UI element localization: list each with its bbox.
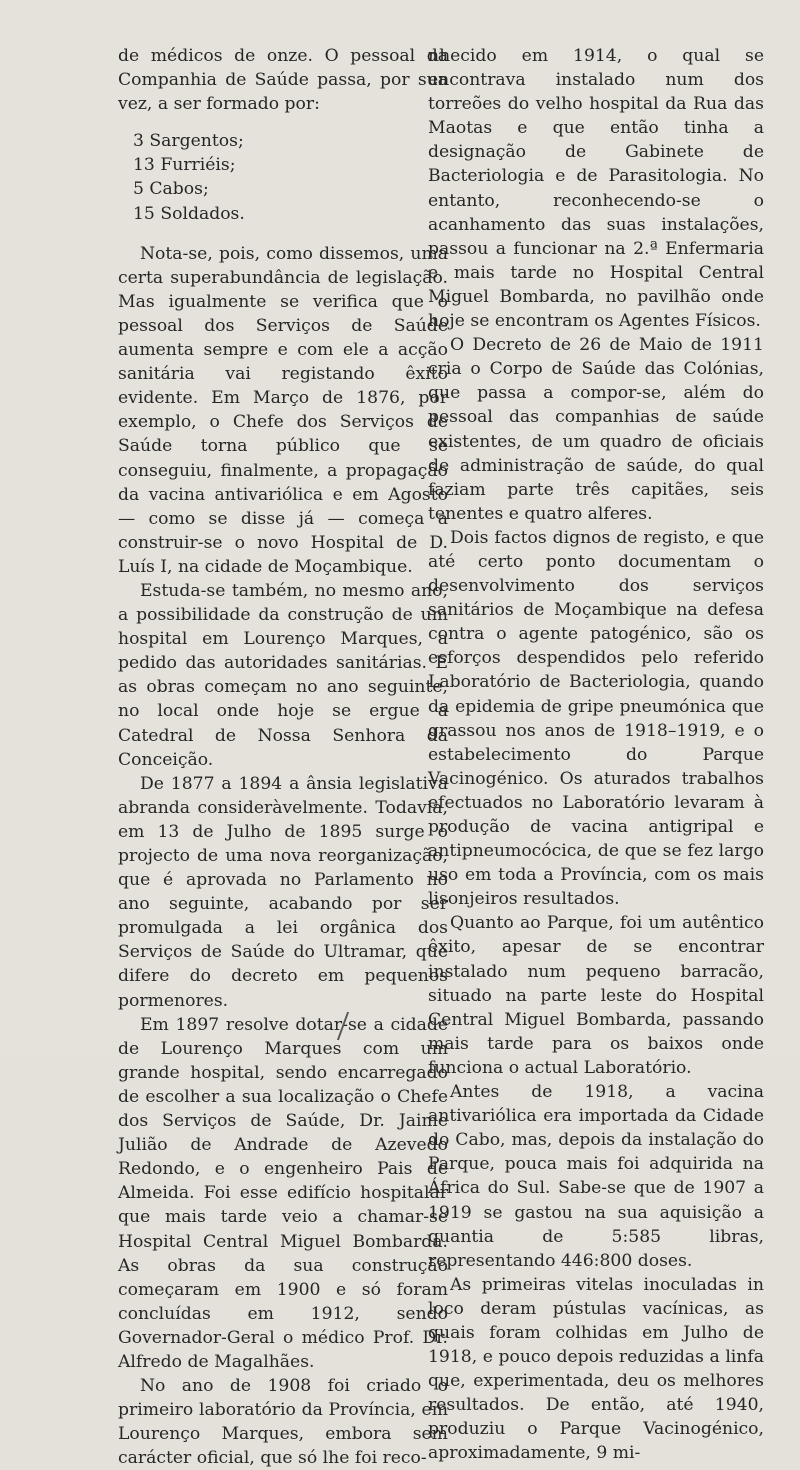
paragraph: Nota-se, pois, como dissemos, uma certa superabundância de legislação. Mas igualmente se verifica que o pessoal dos Serviços de Saúde aumenta sempre e com ele a acção sanitária vai registando êxito evidente. Em Março de 1876, por exemplo, o Chefe dos Serviços de Saúde torna público que se conseguiu, finalmente, a propagação da vacina antivariólica e em Agosto — como se disse já — começa a construir-se o novo Hospital de D. Luís I, na cidade de Moçambique.: [118, 243, 448, 577]
list-item: 5 Cabos;: [133, 179, 209, 200]
list-item: 13 Furriéis;: [133, 155, 236, 176]
paragraph: O Decreto de 26 de Maio de 1911 cria o Corpo de Saúde das Colónias, que passa a compor-se, além do pessoal das companhias de saúde existentes, de um quadro de oficiais de administração de saúde, do qual faziam parte três capitães, seis tenentes e quatro alferes.: [428, 335, 764, 524]
list-item: 3 Sargentos;: [133, 131, 244, 152]
intro-paragraph: de médicos de onze. O pessoal da Companhia de Saúde passa, por sua vez, a ser formado por:: [118, 46, 448, 115]
paragraph: Quanto ao Parque, foi um autêntico êxito, apesar de se encontrar instalado num pequeno barracão, situado na parte leste do Hospital Central Miguel Bombarda, passando mais tarde para os baixos onde funciona o actual Laboratório.: [428, 913, 764, 1078]
paragraph: No ano de 1908 foi criado o primeiro laboratório da Província, em Lourenço Marques, embora sem carácter oficial, que só lhe foi reco-: [118, 1376, 448, 1469]
paragraph: Estuda-se também, no mesmo ano, a possibilidade da construção de um hospital em Lourenço Marques, a pedido das autoridades sanitárias. E as obras começam no ano seguinte, no local onde hoje se ergue a Catedral de Nossa Senhora da Conceição.: [118, 580, 448, 770]
paragraph: Antes de 1918, a vacina antivariólica era importada da Cidade do Cabo, mas, depois da instalação do Parque, pouca mais foi adquirida na África do Sul. Sabe-se que de 1907 a 1919 se gastou na sua aquisição a quantia de 5:585 libras, representando 446:800 doses.: [428, 1082, 764, 1271]
right-column: [428, 44, 764, 1466]
paragraph: As primeiras vitelas inoculadas in loco deram pústulas vacínicas, as quais foram colhidas em Julho de 1918, e pouco depois reduzidas a linfa que, experimentada, deu os melhores resultados. De então, até 1940, produziu o Parque Vacinogénico, aproximadamente, 9 mi-: [428, 1274, 764, 1464]
list-item: 15 Soldados.: [133, 203, 245, 224]
staff-list: [133, 129, 448, 225]
continued-paragraph: nhecido em 1914, o qual se encontrava instalado num dos torreões do velho hospital da Rua das Maotas e que então tinha a designação de Gabinete de Bacteriologia e de Parasitologia. No entanto, reconhecendo-se o acanhamento das suas instalações, passou a funcionar na 2.ª Enfermaria e mais tarde no Hospital Central Miguel Bombarda, no pavilhão onde hoje se encontram os Agentes Físicos.: [428, 46, 764, 332]
left-column: [118, 44, 448, 1470]
paragraph: Dois factos dignos de registo, e que até certo ponto documentam o desenvolvimento dos serviços sanitários de Moçambique na defesa contra o agente patogénico, são os esforços despendidos pelo referido Laboratório de Bacteriologia, quando da epidemia de gripe pneumónica que grassou nos anos de 1918–1919, e o estabelecimento do Parque Vacinogénico. Os aturados trabalhos efectuados no Laboratório levaram à produção de vacina antigripal e antipneumocócica, de que se fez largo uso em toda a Província, com os mais lisonjeiros resultados.: [428, 527, 764, 910]
paragraph: Em 1897 resolve dotar-se a cidade de Lourenço Marques com um grande hospital, sendo encarregado de escolher a sua localização o Chefe dos Serviços de Saúde, Dr. Jaime Julião de Andrade de Azevedo Redondo, e o engenheiro Pais de Almeida. Foi esse edifício hospitalar que mais tarde veio a chamar-se Hospital Central Miguel Bombarda. As obras da sua construção começaram em 1900 e só foram concluídas em 1912, sendo Governador-Geral o médico Prof. Dr. Alfredo de Magalhães.: [118, 1014, 448, 1372]
paragraph: De 1877 a 1894 a ânsia legislativa abranda consideràvelmente. Todavia, em 13 de Julho de 1895 surge o projecto de uma nova reorganização, que é aprovada no Parlamento no ano seguinte, acabando por ser promulgada a lei orgânica dos Serviços de Saúde do Ultramar, que difere do decreto em pequenos pormenores.: [118, 773, 448, 1011]
